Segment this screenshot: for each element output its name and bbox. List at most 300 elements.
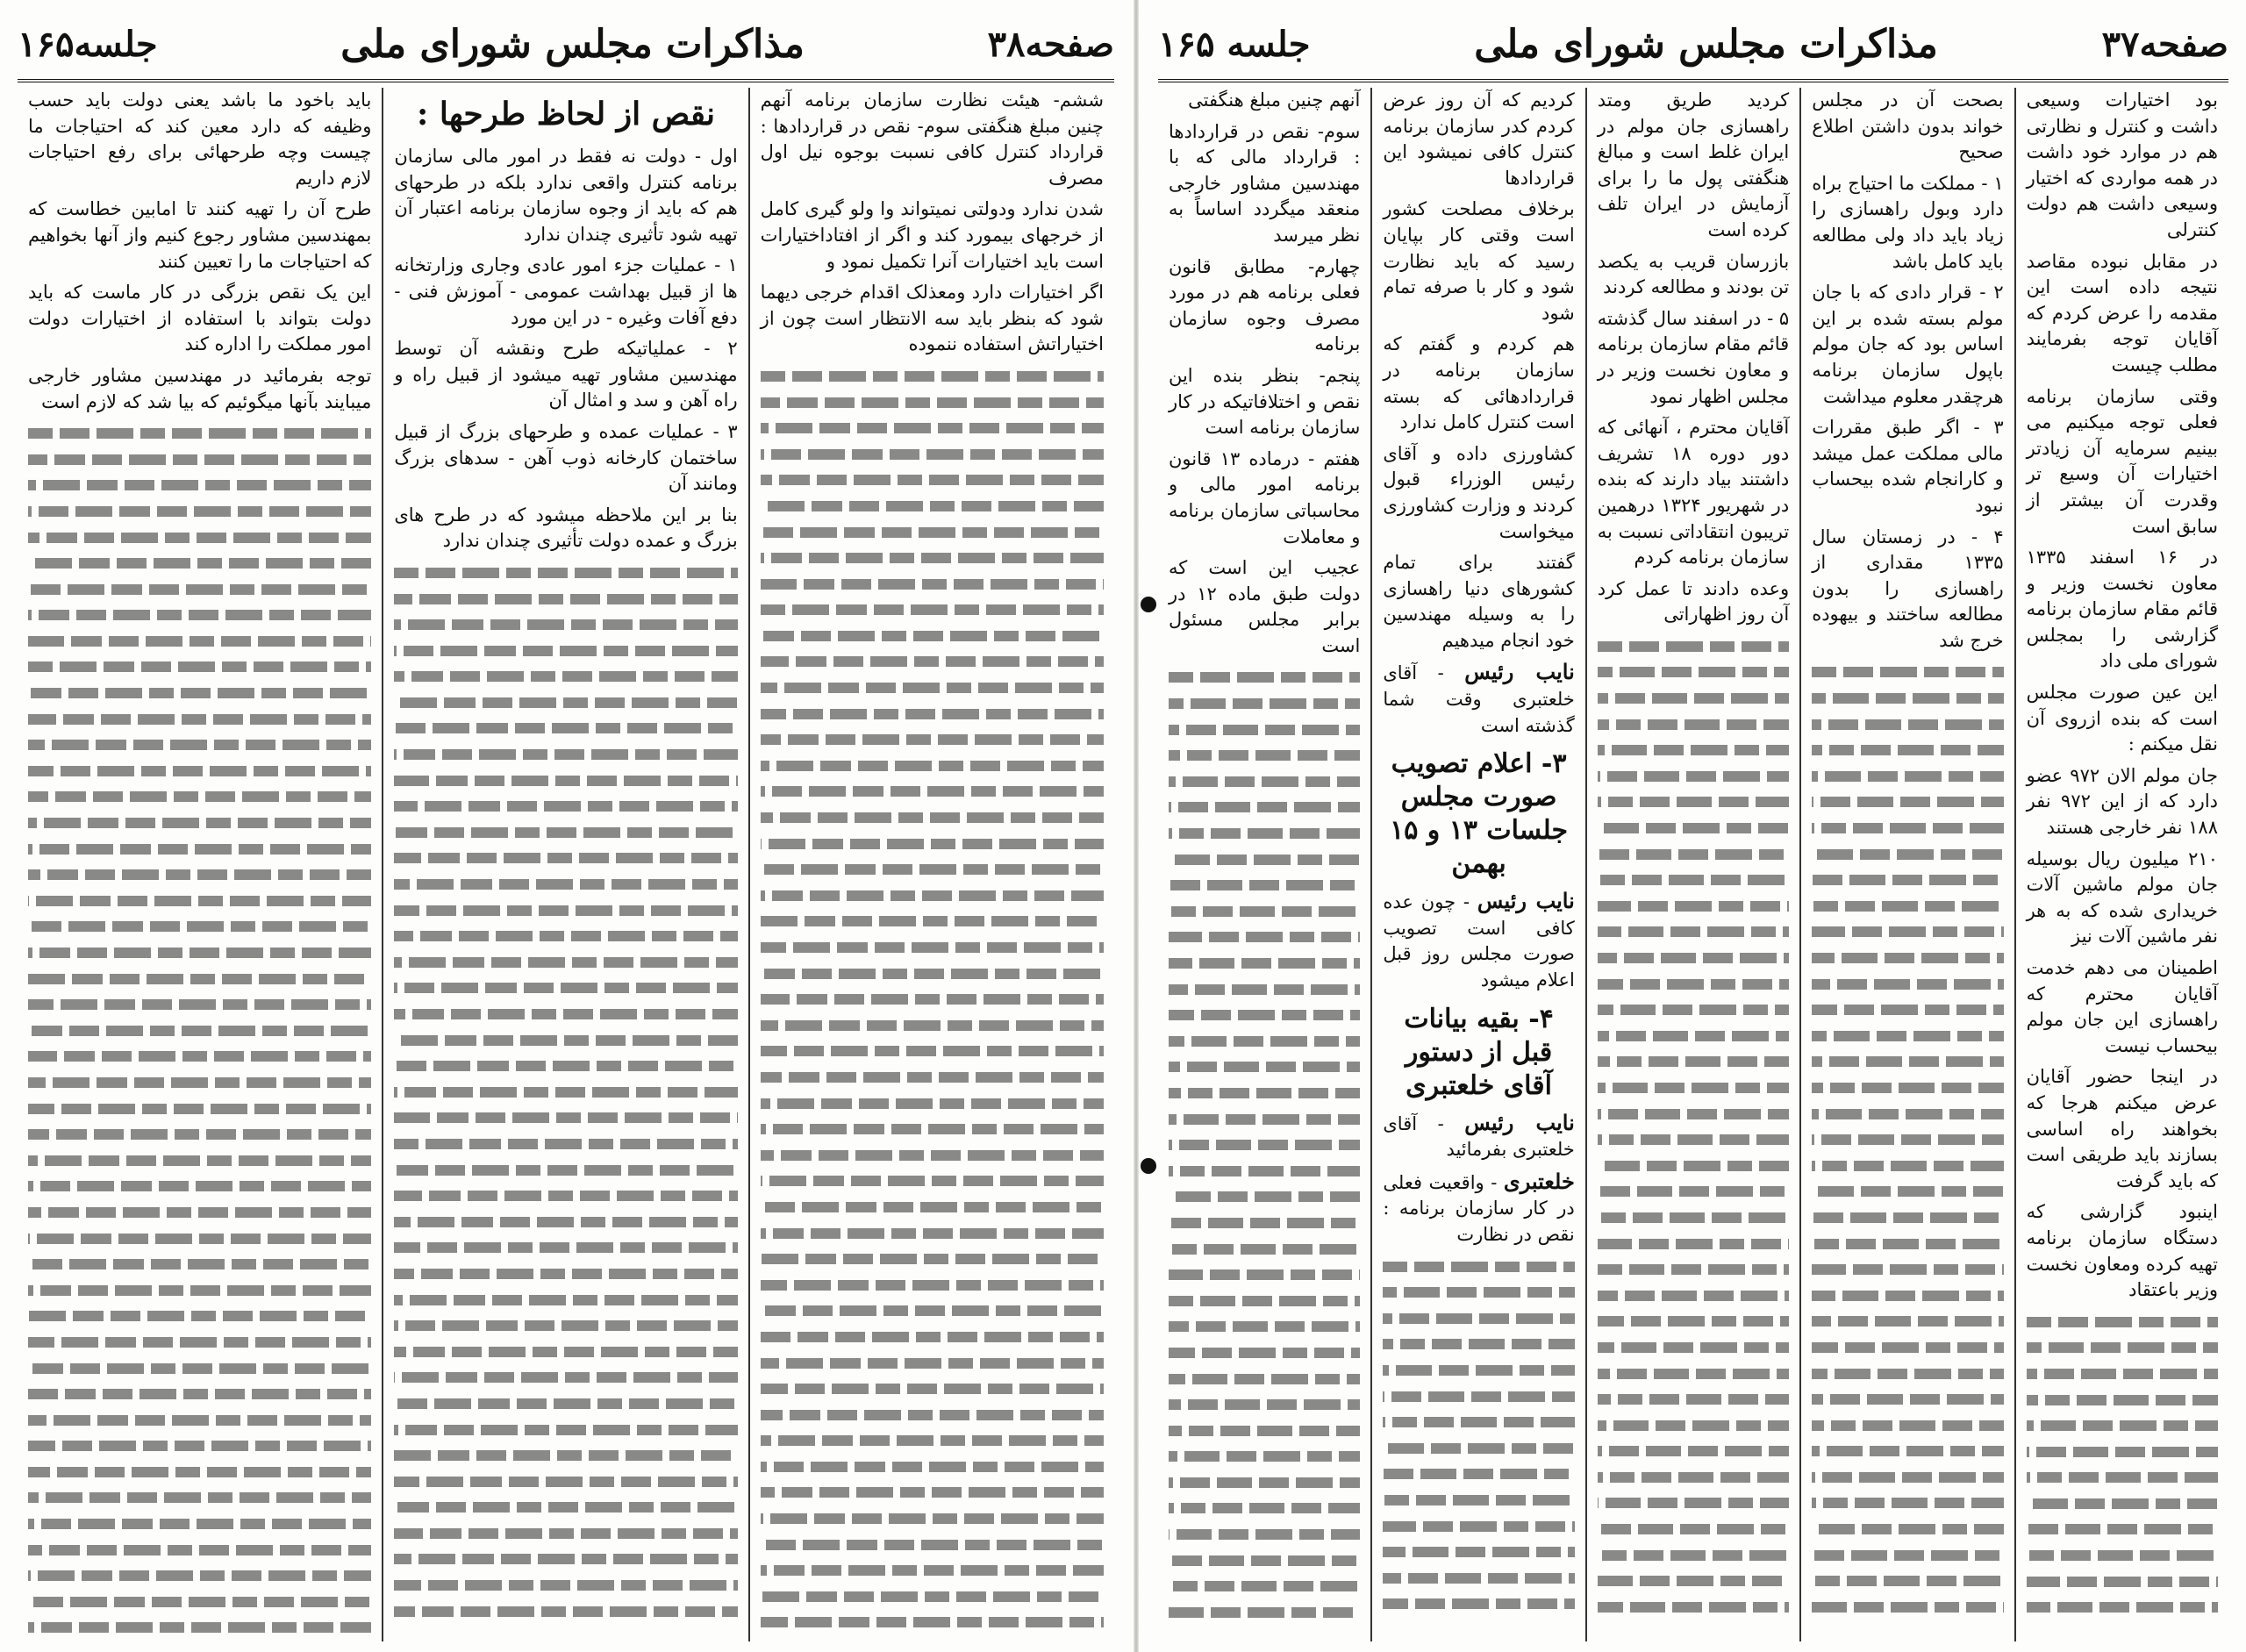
text-line bbox=[28, 1563, 371, 1589]
paragraph: بازرسان قریب به یکصد تن بودند و مطالعه کردند bbox=[1597, 250, 1790, 298]
text-line bbox=[761, 831, 1104, 857]
paragraph: این عین صورت مجلس است که بنده ازروی آن نقل میکنم : bbox=[2026, 682, 2218, 755]
text-line bbox=[2027, 1309, 2218, 1335]
text-line bbox=[761, 1038, 1104, 1064]
text-line bbox=[394, 1312, 737, 1339]
text-line bbox=[761, 519, 1104, 546]
text-line bbox=[761, 675, 1104, 701]
text-line bbox=[394, 1572, 737, 1598]
text-line bbox=[28, 1459, 371, 1485]
text-line bbox=[28, 1303, 371, 1329]
text-line bbox=[761, 1116, 1104, 1142]
text-line bbox=[394, 768, 737, 794]
right-page-header bbox=[1158, 9, 2228, 82]
paragraph: کردیم که آن روز عرض کردم کدر سازمان برنامه کنترل کافی نمیشود این قراردادها bbox=[1383, 89, 1575, 189]
text-line bbox=[394, 1339, 737, 1365]
text-line bbox=[761, 1168, 1104, 1194]
paragraph: در اینجا حضور آقایان عرض میکنم هرجا که بخواهند راه اساسی بسازند باید طریقی است که باید گرفت bbox=[2026, 1066, 2218, 1191]
paragraph: اول - دولت نه فقط در امور مالی سازمان برنامه کنترل واقعی ندارد بلکه در طرحهای هم که باید از وجوه سازمان برنامه اعتبار آن تهیه شود تأثیری چندان ندارد bbox=[394, 146, 738, 245]
right-col-1 bbox=[2014, 88, 2228, 1641]
text-line bbox=[394, 1598, 737, 1625]
text-line bbox=[1812, 1256, 2003, 1283]
ink-blot bbox=[1141, 1158, 1156, 1174]
paragraph: سوم- نقص در قراردادها : قرارداد مالی که با مهندسین مشاور خارجی منعقد میگردد اساساً به نظر میرسد bbox=[1168, 120, 1361, 246]
page-number: صفحه۳۷ bbox=[2101, 23, 2228, 65]
paragraph: بود اختیارات وسیعی داشت و کنترل و نظارتی هم در موارد خود داشت در همه مواردی که اختیار وسیعی داشت هم دولت کنترلی bbox=[2026, 89, 2218, 240]
text-line bbox=[1169, 1132, 1360, 1158]
text-line bbox=[394, 1520, 737, 1547]
text-line bbox=[1812, 1438, 2003, 1464]
text-line bbox=[1812, 945, 2003, 971]
right-col-5 bbox=[1158, 88, 1370, 1641]
text-line bbox=[761, 934, 1104, 961]
text-line bbox=[1812, 971, 2003, 998]
speaker-line: نایب رئیس - آقای خلعتبری وقت شما گذشته است bbox=[1383, 659, 1575, 736]
text-line bbox=[1598, 1438, 1789, 1464]
text-line bbox=[28, 836, 371, 862]
speaker-text: چون عده کافی است تصویب صورت مجلس روز قبل اعلام میشود bbox=[1383, 891, 1575, 991]
text-line bbox=[28, 1043, 371, 1069]
text-line bbox=[394, 923, 737, 949]
page-title: مذاکرات مجلس شورای ملی bbox=[1474, 21, 1938, 67]
text-block bbox=[2027, 1309, 2218, 1620]
text-line bbox=[1169, 1470, 1360, 1496]
text-line bbox=[28, 732, 371, 758]
text-line bbox=[394, 1027, 737, 1054]
text-line bbox=[761, 701, 1104, 727]
paragraph: ششم- هیئت نظارت سازمان برنامه آنهم چنین مبلغ هنگفتی سوم- نقص در قراردادها : قرارداد کنترل کافی نسبت بوجوه نیل اول مصرف bbox=[760, 89, 1104, 189]
text-line bbox=[761, 1402, 1104, 1428]
text-line bbox=[28, 783, 371, 810]
paragraph: اطمینان می دهم خدمت آقایان محترم که راهسازی این جان مولم بیحساب نیست bbox=[2026, 957, 2218, 1056]
text-line bbox=[1812, 1153, 2003, 1179]
text-line bbox=[1812, 893, 2003, 919]
text-line bbox=[28, 420, 371, 447]
text-line bbox=[1383, 1435, 1574, 1462]
text-line bbox=[2027, 1387, 2218, 1413]
text-line bbox=[761, 1350, 1104, 1377]
text-line bbox=[1169, 690, 1360, 717]
text-line bbox=[28, 1277, 371, 1304]
text-line bbox=[1812, 1023, 2003, 1049]
text-line bbox=[1598, 1308, 1789, 1334]
text-line bbox=[1383, 1305, 1574, 1332]
text-line bbox=[28, 1511, 371, 1537]
paragraph: طرح آن را تهیه کنند تا امابین خطاست که بمهندسین مشاور رجوع کنیم واز آنها بخواهیم که احتیاجات ما را تعیین کنند bbox=[28, 198, 372, 272]
text-line bbox=[1383, 1539, 1574, 1565]
text-line bbox=[28, 1614, 371, 1641]
text-line bbox=[1812, 1048, 2003, 1075]
text-line bbox=[394, 1469, 737, 1495]
text-line bbox=[394, 1546, 737, 1572]
text-line bbox=[1383, 1461, 1574, 1487]
left-page-columns bbox=[18, 88, 1114, 1641]
text-line bbox=[761, 805, 1104, 831]
text-line bbox=[394, 1391, 737, 1417]
text-line bbox=[1598, 1594, 1789, 1620]
text-line bbox=[28, 1433, 371, 1459]
text-line bbox=[761, 1298, 1104, 1324]
text-line bbox=[761, 571, 1104, 597]
text-line bbox=[394, 1157, 737, 1184]
text-line bbox=[1169, 1313, 1360, 1340]
text-line bbox=[28, 1355, 371, 1382]
text-line bbox=[1812, 1126, 2003, 1153]
text-block bbox=[1383, 1254, 1574, 1617]
paragraph: گفتند برای تمام کشورهای دنیا راهسازی را به وسیله مهندسین خود انجام میدهیم bbox=[1383, 552, 1575, 651]
text-line bbox=[28, 628, 371, 654]
text-line bbox=[761, 648, 1104, 675]
text-line bbox=[761, 908, 1104, 934]
text-line bbox=[394, 586, 737, 612]
text-line bbox=[28, 498, 371, 525]
text-line bbox=[394, 1287, 737, 1313]
paragraph: توجه بفرمائید در مهندسین مشاور خارجی میبایند بآنها میگوئیم که بیا شد که لازم است bbox=[28, 364, 372, 412]
text-line bbox=[1812, 867, 2003, 893]
page-title: مذاکرات مجلس شورای ملی bbox=[340, 21, 805, 67]
text-line bbox=[761, 1454, 1104, 1480]
page-gutter bbox=[1134, 0, 1139, 1652]
text-block bbox=[1598, 633, 1789, 1620]
text-line bbox=[2027, 1491, 2218, 1517]
text-line bbox=[1383, 1279, 1574, 1305]
text-line bbox=[1598, 893, 1789, 919]
text-line bbox=[1598, 712, 1789, 738]
text-line bbox=[761, 1584, 1104, 1610]
text-line bbox=[28, 1121, 371, 1148]
text-line bbox=[1598, 659, 1789, 685]
text-line bbox=[394, 793, 737, 819]
speaker-text: آقای خلعتبری وقت شما گذشته است bbox=[1383, 662, 1575, 736]
text-line bbox=[1598, 1048, 1789, 1075]
text-line bbox=[1812, 1308, 2003, 1334]
text-line bbox=[28, 862, 371, 888]
text-line bbox=[761, 545, 1104, 571]
page-number: صفحه۳۸ bbox=[987, 23, 1114, 65]
text-line bbox=[1383, 1331, 1574, 1357]
text-line bbox=[2027, 1569, 2218, 1595]
text-block bbox=[394, 560, 737, 1624]
text-line bbox=[761, 441, 1104, 468]
paragraph: اگر اختیارات دارد ومعذلک اقدام خرجی دیهما شود که بنظر باید سه الانتظار است چون از اختیاراتش استفاده ننموده bbox=[760, 282, 1104, 355]
text-line bbox=[761, 390, 1104, 416]
right-page-columns bbox=[1158, 88, 2228, 1641]
speaker-name: نایب رئیس bbox=[1477, 888, 1575, 914]
speaker-name: خلعتبری bbox=[1503, 1168, 1575, 1194]
left-col-3 bbox=[18, 88, 382, 1641]
text-line bbox=[394, 715, 737, 741]
text-line bbox=[1812, 1568, 2003, 1594]
text-line bbox=[1169, 872, 1360, 898]
paragraph: ۴ - در زمستان سال ۱۳۳۵ مقداری از راهسازی را بدون مطالعه ساختند و بیهوده خرج شد bbox=[1812, 526, 2004, 651]
text-line bbox=[761, 1091, 1104, 1117]
text-block bbox=[28, 420, 371, 1641]
text-line bbox=[394, 560, 737, 586]
text-line bbox=[28, 706, 371, 733]
text-line bbox=[761, 753, 1104, 779]
text-line bbox=[1383, 1409, 1574, 1435]
text-line bbox=[761, 1505, 1104, 1532]
right-col-2 bbox=[1799, 88, 2014, 1641]
text-line bbox=[1598, 1283, 1789, 1309]
text-line bbox=[761, 1142, 1104, 1169]
text-line bbox=[394, 1105, 737, 1131]
paragraph: در مقابل نبوده مقاصد نتیجه داده است این مقدمه را عرض کردم که آقایان توجه بفرمایند مطلب چیست bbox=[2026, 250, 2218, 375]
text-line bbox=[1812, 1205, 2003, 1231]
text-line bbox=[761, 493, 1104, 519]
left-col-2 bbox=[382, 88, 747, 1641]
text-line bbox=[1169, 742, 1360, 769]
text-line bbox=[1169, 1548, 1360, 1574]
text-line bbox=[28, 1069, 371, 1096]
text-line bbox=[394, 845, 737, 871]
text-line bbox=[28, 1199, 371, 1226]
text-line bbox=[394, 1131, 737, 1157]
paragraph: پنجم- بنظر بنده این نقص و اختلافاتیکه در کار سازمان برنامه است bbox=[1168, 364, 1361, 439]
text-line bbox=[28, 1173, 371, 1199]
text-line bbox=[394, 898, 737, 924]
text-line bbox=[28, 810, 371, 836]
text-line bbox=[28, 447, 371, 473]
text-line bbox=[1169, 976, 1360, 1003]
text-line bbox=[1598, 1386, 1789, 1412]
text-line bbox=[394, 871, 737, 898]
text-line bbox=[1812, 997, 2003, 1023]
text-line bbox=[761, 883, 1104, 909]
paragraph: آنهم چنین مبلغ هنگفتی bbox=[1188, 89, 1361, 111]
text-block bbox=[1169, 664, 1360, 1625]
text-line bbox=[394, 1364, 737, 1391]
text-line bbox=[28, 654, 371, 680]
text-line bbox=[28, 1381, 371, 1407]
text-line bbox=[1169, 950, 1360, 976]
text-line bbox=[1169, 1495, 1360, 1521]
text-line bbox=[1812, 1283, 2003, 1309]
text-line bbox=[1598, 1490, 1789, 1516]
text-line bbox=[1383, 1254, 1574, 1280]
text-line bbox=[28, 940, 371, 966]
text-line bbox=[394, 1417, 737, 1443]
speaker-text: واقعیت فعلی در کار سازمان برنامه : نقص در نظارت bbox=[1383, 1171, 1575, 1245]
text-line bbox=[1598, 1153, 1789, 1179]
text-line bbox=[1169, 1521, 1360, 1548]
section-heading: ۴- بقیه بیانات قبل از دستور آقای خلعتبری bbox=[1404, 1003, 1554, 1101]
text-line bbox=[1169, 1366, 1360, 1392]
text-line bbox=[1598, 1256, 1789, 1283]
text-line bbox=[761, 1479, 1104, 1505]
text-line bbox=[28, 472, 371, 498]
text-line bbox=[1169, 794, 1360, 820]
paragraph: ۲۱۰ میلیون ریال بوسیله جان مولم ماشین آلات خریداری شده که به هر نفر ماشین آلات نیز bbox=[2026, 847, 2218, 948]
text-line bbox=[1169, 1288, 1360, 1314]
text-line bbox=[1598, 1334, 1789, 1361]
speaker-name: نایب رئیس bbox=[1464, 1109, 1575, 1135]
text-line bbox=[1169, 1210, 1360, 1236]
text-line bbox=[1169, 1028, 1360, 1055]
session-number: جلسه ۱۶۵ bbox=[1158, 23, 1311, 65]
section-heading: نقص از لحاظ طرحها : bbox=[417, 96, 715, 132]
text-line bbox=[1169, 847, 1360, 873]
text-line bbox=[1169, 1443, 1360, 1470]
paragraph: باید باخود ما باشد یعنی دولت باید حسب وظیفه که دارد معین کند که احتیاجات ما چیست وچه طرحهائی برای رفع احتیاجات لازم داریم bbox=[28, 89, 372, 189]
text-line bbox=[1169, 1340, 1360, 1366]
paragraph: ۳ - اگر طبق مقررات مالی مملکت عمل میشد و کارانجام شده بیحساب نبود bbox=[1812, 417, 2004, 516]
text-line bbox=[761, 1609, 1104, 1635]
text-line bbox=[28, 758, 371, 784]
text-line bbox=[28, 602, 371, 628]
text-line bbox=[761, 1427, 1104, 1454]
paragraph: وعده دادند تا عمل کرد آن روز اظهاراتی bbox=[1597, 577, 1790, 626]
text-line bbox=[1598, 1178, 1789, 1205]
left-page-header bbox=[18, 9, 1114, 82]
text-line bbox=[761, 726, 1104, 753]
paragraph: جان مولم الان ۹۷۲ عضو دارد که از این ۹۷۲ نفر ۱۸۸ نفر خارجی هستند bbox=[2026, 764, 2219, 839]
text-line bbox=[1812, 815, 2003, 841]
paragraph: ۱ - مملکت ما احتیاج براه دارد وبول راهسازی را زیاد باید داد ولی مطالعه باید کامل باشد bbox=[1812, 172, 2004, 272]
text-line bbox=[1169, 1054, 1360, 1080]
text-line bbox=[1169, 1002, 1360, 1028]
text-line bbox=[28, 1251, 371, 1277]
text-line bbox=[1598, 867, 1789, 893]
text-line bbox=[394, 819, 737, 846]
left-col-1 bbox=[748, 88, 1114, 1641]
text-line bbox=[1169, 1262, 1360, 1288]
text-line bbox=[394, 1079, 737, 1105]
paragraph: برخلاف مصلحت کشور است وقتی کار بپایان رسید که باید نظارت شود و کار با صرفه تمام شود bbox=[1383, 198, 1575, 324]
text-line bbox=[761, 1246, 1104, 1272]
text-line bbox=[1598, 763, 1789, 790]
paragraph: ۱ - عملیات جزء امور عادی وجاری وزارتخانه ها از قبیل بهداشت عمومی - آموزش فنی - دفع آفات وغیره - در این مورد bbox=[394, 254, 738, 328]
text-line bbox=[1169, 1106, 1360, 1133]
text-line bbox=[1383, 1384, 1574, 1410]
text-line bbox=[1598, 815, 1789, 841]
text-line bbox=[761, 1012, 1104, 1039]
text-line bbox=[1812, 1490, 2003, 1516]
text-line bbox=[394, 1001, 737, 1027]
paragraph: وقتی سازمان برنامه فعلی توجه میکنیم می بینیم سرمایه آن زیادتر اختیارات آن وسیع تر وقدرت آن بیشتر از سابق است bbox=[2026, 385, 2218, 537]
text-line bbox=[28, 576, 371, 603]
text-line bbox=[1598, 1464, 1789, 1491]
text-line bbox=[761, 1532, 1104, 1558]
text-line bbox=[1598, 1568, 1789, 1594]
text-line bbox=[394, 1234, 737, 1261]
text-line bbox=[1169, 1599, 1360, 1626]
text-line bbox=[1169, 1080, 1360, 1106]
text-line bbox=[1169, 769, 1360, 795]
text-block bbox=[761, 363, 1104, 1635]
text-line bbox=[1812, 763, 2003, 790]
text-line bbox=[1598, 841, 1789, 868]
text-line bbox=[28, 1096, 371, 1122]
text-line bbox=[394, 1053, 737, 1079]
text-line bbox=[761, 778, 1104, 805]
paragraph: هفتم - درماده ۱۳ قانون برنامه امور مالی و محاسباتی سازمان برنامه و معاملات bbox=[1168, 447, 1361, 547]
paragraph: شدن ندارد ودولتی نمیتواند وا ولو گیری کامل از خرجهای بیمورد کند و اگر از افتاداختیارات است باید اختیارات آنرا تکمیل نمود و bbox=[760, 198, 1104, 272]
paragraph: هم کردم و گفتم که سازمان برنامه در قراردادهائی که بسته است کنترل کامل ندارد bbox=[1383, 333, 1575, 433]
text-line bbox=[761, 597, 1104, 623]
text-line bbox=[28, 966, 371, 992]
paragraph: بصحت آن در مجلس خواند بدون داشتن اطلاع صحیح bbox=[1812, 89, 2004, 163]
text-line bbox=[761, 623, 1104, 649]
paragraph: در ۱۶ اسفند ۱۳۳۵ معاون نخست وزیر و قائم مقام سازمان برنامه گزارشی را بمجلس شورای ملی داد bbox=[2026, 547, 2219, 672]
text-line bbox=[761, 1557, 1104, 1584]
text-line bbox=[761, 467, 1104, 493]
text-line bbox=[2027, 1412, 2218, 1439]
paragraph: ۲ - عملیاتیکه طرح ونقشه آن توسط مهندسین مشاور تهیه میشود از قبیل راه و راه آهن و سد و امثال آن bbox=[394, 338, 738, 411]
text-line bbox=[1169, 924, 1360, 950]
text-line bbox=[1383, 1513, 1574, 1540]
text-line bbox=[1812, 1464, 2003, 1491]
text-line bbox=[1598, 737, 1789, 763]
text-line bbox=[2027, 1334, 2218, 1361]
paragraph: ۳ - عملیات عمده و طرحهای بزرگ از قبیل ساختمان کارخانه ذوب آهن - سدهای بزرگ ومانند آن bbox=[394, 420, 738, 495]
text-line bbox=[1169, 1158, 1360, 1184]
paragraph: این یک نقص بزرگی در کار ماست که باید دولت بتواند با استفاده از اختیارات دولت امور مملکت را اداره کند bbox=[28, 282, 372, 355]
text-line bbox=[28, 1226, 371, 1252]
speaker-line: خلعتبری - واقعیت فعلی در کار سازمان برنامه : نقص در نظارت bbox=[1383, 1168, 1575, 1245]
paragraph: ۵ - در اسفند سال گذشته قائم مقام سازمان برنامه و معاون نخست وزیر در مجلس اظهار نمود bbox=[1597, 307, 1790, 407]
text-line bbox=[2027, 1439, 2218, 1465]
text-line bbox=[28, 1589, 371, 1615]
text-line bbox=[1169, 1184, 1360, 1210]
text-line bbox=[1812, 1594, 2003, 1620]
text-line bbox=[1169, 1418, 1360, 1444]
text-line bbox=[761, 986, 1104, 1012]
text-line bbox=[1169, 717, 1360, 743]
paragraph: بنا بر این ملاحظه میشود که در طرح های بزرگ و عمده دولت تأثیری چندان ندارد bbox=[394, 504, 738, 552]
text-line bbox=[2027, 1542, 2218, 1569]
speaker-line: نایب رئیس - چون عده کافی است تصویب صورت مجلس روز قبل اعلام میشود bbox=[1383, 888, 1575, 991]
text-line bbox=[1598, 1542, 1789, 1569]
text-line bbox=[394, 663, 737, 690]
text-line bbox=[1812, 841, 2003, 868]
text-line bbox=[1169, 1236, 1360, 1262]
text-line bbox=[761, 1194, 1104, 1220]
paragraph: اینبود گزارشی که دستگاه سازمان برنامه تهیه کرده ومعاون نخست وزیر باعتقاد bbox=[2026, 1201, 2218, 1301]
text-line bbox=[761, 856, 1104, 883]
text-line bbox=[28, 888, 371, 914]
text-line bbox=[1598, 1231, 1789, 1257]
text-line bbox=[1598, 945, 1789, 971]
text-line bbox=[1598, 1075, 1789, 1101]
text-line bbox=[1598, 633, 1789, 660]
text-line bbox=[28, 991, 371, 1018]
paragraph: چهارم- مطابق قانون فعلی برنامه هم در مورد مصرف وجوه سازمان برنامه bbox=[1168, 255, 1361, 355]
text-line bbox=[394, 1209, 737, 1235]
text-line bbox=[1383, 1565, 1574, 1591]
text-line bbox=[761, 961, 1104, 987]
text-line bbox=[1812, 659, 2003, 685]
text-line bbox=[1598, 1205, 1789, 1231]
text-line bbox=[28, 680, 371, 706]
text-line bbox=[1383, 1487, 1574, 1513]
text-line bbox=[1598, 1101, 1789, 1127]
paragraph: کردید طریق ومتد راهسازی جان مولم در ایران غلط است و مبالغ هنگفتی پول ما را برای آزمایش در ایران تلف کرده است bbox=[1597, 89, 1790, 240]
text-line bbox=[761, 1376, 1104, 1402]
text-line bbox=[28, 550, 371, 576]
text-line bbox=[1598, 1023, 1789, 1049]
text-line bbox=[1598, 1126, 1789, 1153]
text-line bbox=[1598, 1361, 1789, 1387]
text-line bbox=[1598, 1412, 1789, 1439]
text-line bbox=[1598, 971, 1789, 998]
text-line bbox=[761, 363, 1104, 390]
text-line bbox=[1812, 1386, 2003, 1412]
text-line bbox=[394, 1494, 737, 1520]
text-line bbox=[1169, 898, 1360, 925]
text-block bbox=[1812, 659, 2003, 1620]
text-line bbox=[2027, 1594, 2218, 1620]
